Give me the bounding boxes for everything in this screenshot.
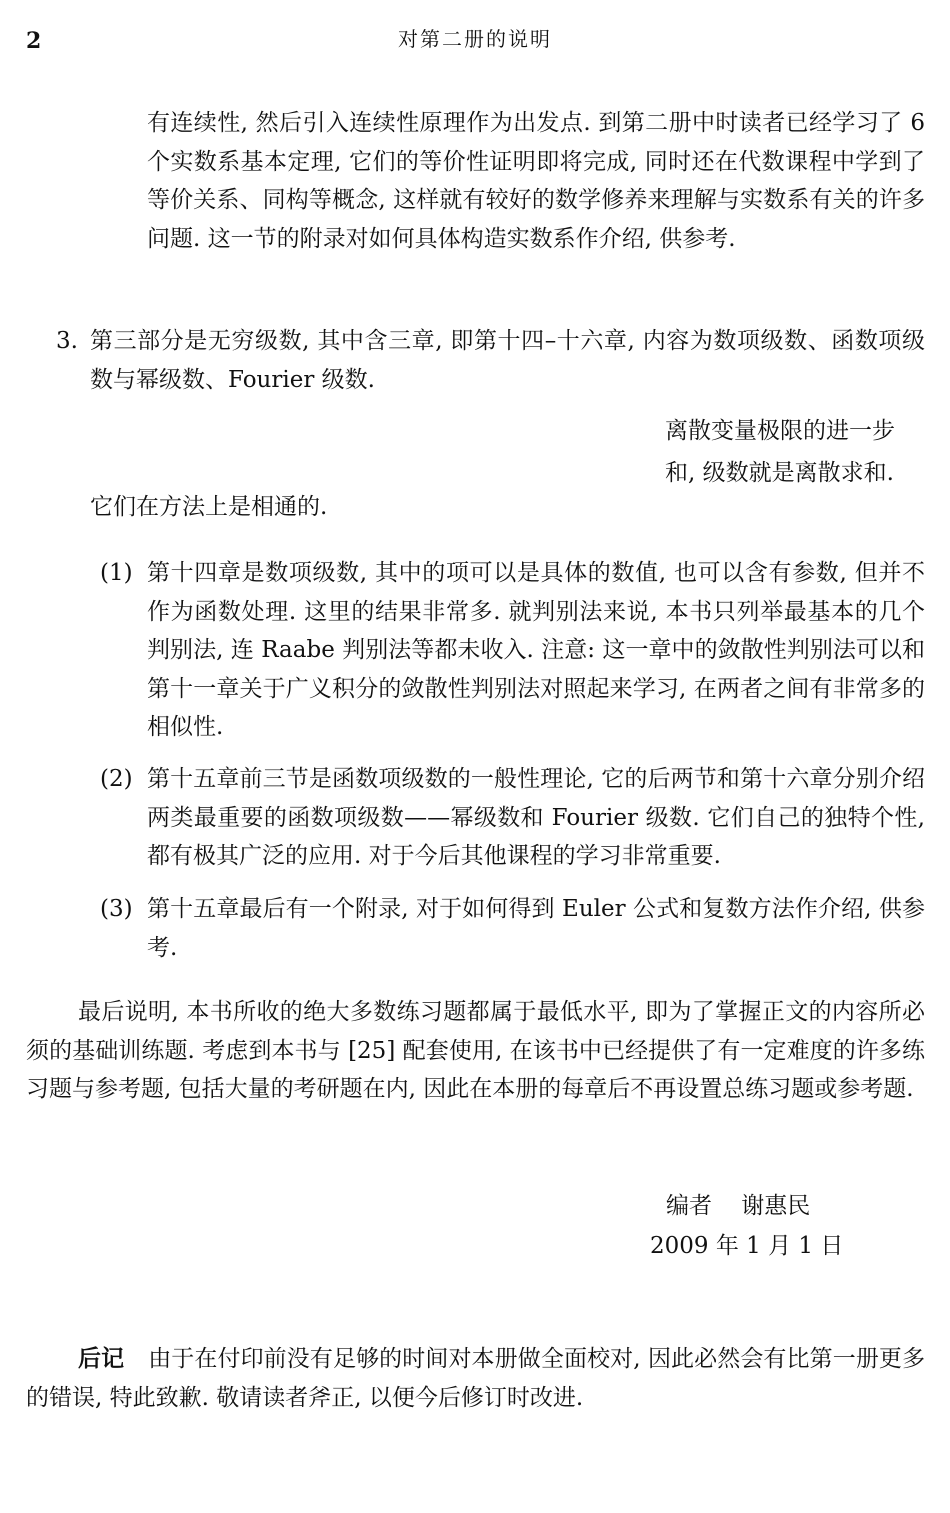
subitem-3-text: 第十五章最后有一个附录, 对于如何得到 Euler 公式和复数方法作介绍, 供参考.	[147, 896, 925, 961]
quote-block	[665, 410, 925, 494]
page-number: 2	[26, 28, 42, 54]
quote-line-1: 离散变量极限的进一步	[665, 418, 895, 444]
postscript-paragraph	[26, 1340, 925, 1417]
signature-block	[600, 1186, 900, 1266]
quote-tail-line: 它们在方法上是相通的.	[90, 494, 328, 520]
subitem-2-text: 第十五章前三节是函数项级数的一般性理论, 它的后两节和第十六章分别介绍两类最重要的函数项级数——幂级数和 Fourier 级数. 它们自己的独特个性, 都有极其广泛的应用. 对于今后其他课程的学习非常重要.	[147, 766, 925, 869]
continued-paragraph: 有连续性, 然后引入连续性原理作为出发点. 到第二册中时读者已经学习了 6 个实数系基本定理, 它们的等价性证明即将完成, 同时还在代数课程中学到了等价关系、同构等概念, 这样就有较好的数学修养来理解与实数系有关的许多问题. 这一节的附录对如何具体构造实数系作介绍, 供参考.	[147, 110, 925, 252]
running-header-title: 对第二册的说明	[398, 27, 552, 51]
list-item-3-number: 3.	[56, 328, 78, 354]
subitem-1-number: (1)	[100, 560, 133, 586]
subitem-1-text: 第十四章是数项级数, 其中的项可以是具体的数值, 也可以含有参数, 但并不作为函数处理. 这里的结果非常多. 就判别法来说, 本书只列举最基本的几个判别法, 连 Raabe 判别法等都未收入. 注意: 这一章中的敛散性判别法可以和第十一章关于广义积分的敛散性判别法对照起来学习, 在两者之间有非常多的相似性.	[147, 560, 925, 740]
subitem-3-number: (3)	[100, 896, 133, 922]
signature-author: 编者 谢惠民	[666, 1193, 811, 1219]
quote-line-2: 和, 级数就是离散求和.	[665, 460, 894, 486]
postscript-label: 后记	[78, 1345, 125, 1372]
subitem-2-number: (2)	[100, 766, 133, 792]
postscript-text: 由于在付印前没有足够的时间对本册做全面校对, 因此必然会有比第一册更多的错误, 特此致歉. 敬请读者斧正, 以便今后修订时改进.	[26, 1346, 926, 1411]
list-item-3-text: 第三部分是无穷级数, 其中含三章, 即第十四–十六章, 内容为数项级数、函数项级数与幂级数、Fourier 级数.	[90, 328, 925, 393]
final-paragraph: 最后说明, 本书所收的绝大多数练习题都属于最低水平, 即为了掌握正文的内容所必须的基础训练题. 考虑到本书与 [25] 配套使用, 在该书中已经提供了有一定难度的许多练习题与参考题, 包括大量的考研题在内, 因此在本册的每章后不再设置总练习题或参考题.	[26, 999, 925, 1102]
signature-date: 2009 年 1 月 1 日	[650, 1233, 844, 1259]
